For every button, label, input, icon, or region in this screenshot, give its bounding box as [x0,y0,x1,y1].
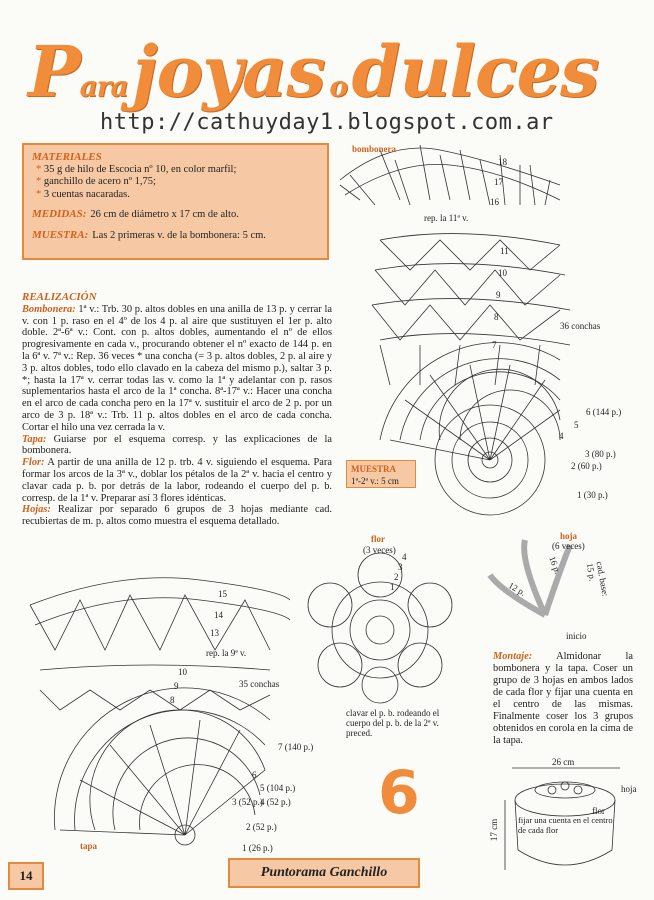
montaje-label: Montaje: [493,651,533,662]
m-note: fijar una cuenta en el centro de cada flor [518,815,613,835]
tapa-base-fan [54,688,270,845]
label-36-conchas: 36 conchas [560,321,601,331]
hojas-text: Realizar por separado 6 grupos de 3 hojas mediante cad. recubiertas de m. p. altos como muestra el esquema detallado. [22,504,332,528]
m-flor: flor [592,806,605,816]
page-number: 14 [8,862,44,890]
tapa-label: Tapa: [22,433,47,445]
label-rep-9: rep. la 9ª v. [206,648,247,658]
row-label: 6 (144 p.) [586,407,622,417]
row-label: 6 [252,770,257,780]
row-label: 2 [394,572,399,582]
medidas-label: MEDIDAS: [32,208,87,220]
page-title: Para joyas o dulces [28,30,599,113]
magazine-footer: Puntorama Ganchillo [228,858,420,888]
dim-17: 17 cm [489,818,500,842]
flor-note: clavar el p. b. rodeando el cuerpo del p. b. de la 2ª v. preced. [346,708,440,738]
leaf-label: 16 p. [547,554,563,576]
label-flor-veces: (3 veces) [363,545,396,555]
material-item: * 35 g de hilo de Escocia nº 10, en color marfil; [32,164,319,177]
row-label: 7 [492,340,497,350]
dim-26: 26 cm [552,757,575,767]
flower-diagram [308,553,452,703]
label-hoja-veces: (6 veces) [552,541,585,551]
row-label: 4 (52 p.) [260,797,291,807]
label-flor: flor [371,534,385,544]
muestra-value: Las 2 primeras v. de la bombonera: 5 cm. [92,229,266,241]
row-label: 8 [170,695,175,705]
row-label: 3 [398,562,403,572]
row-label: 10 [498,268,507,278]
row-label: 5 [574,420,579,430]
material-item: * 3 cuentas nacaradas. [32,189,319,202]
leaf-label: 12 p. [506,580,528,598]
row-label: 11 [500,246,509,256]
row-label: 4 [402,552,407,562]
row-label: 13 [210,628,219,638]
tapa-text: Guiarse por el esquema corresp. y las explicaciones de la bombonera. [22,433,332,457]
materials-heading: MATERIALES [32,151,102,163]
muestra-badge [346,460,416,488]
row-label: 2 (52 p.) [246,822,277,832]
muestra-label: MUESTRA: [32,228,89,241]
row-label: 14 [214,610,223,620]
row-label: 9 [174,681,179,691]
leaf-label: cad. base: 15 p. [584,560,611,598]
row-label: 8 [494,312,499,322]
label-hoja: hoja [560,531,578,541]
row-label: 1 (26 p.) [242,843,273,853]
bombonera-label: Bombonera: [22,303,76,315]
row-label: 1 (30 p.) [577,490,608,500]
bombonera-base-fan [380,343,560,515]
flor-text: A partir de una anilla de 12 p. trb. 4 v. siguiendo el esquema. Para formar los arcos de la 3ª v., doblar los pétalos de la 2ª v. hacia el centro y clavar cada p. b. por detrás de la labor, rodeando el cuerpo del p. b. corresp. de la 1ª v. Preparar así 3 flores idénticas. [22,457,332,504]
muestra-badge-title: MUESTRA [351,464,397,474]
row-label: 7 (140 p.) [278,742,314,752]
m-hoja: hoja [621,784,637,794]
label-bombonera: bombonera [352,144,397,154]
bombonera-shells-top [340,145,560,205]
muestra-badge-text: 1ª-2ª v.: 5 cm [351,476,399,486]
row-label: 1 [390,582,395,592]
row-label: 15 [218,589,227,599]
bombonera-text: 1ª v.: Trb. 30 p. altos dobles en una anilla de 13 p. y cerrar la v. con 1 p. raso en el 4º de los 4 p. al aire que sustituyen el 1er p. alto doble. 2ª-6ª v.: Cont. con p. altos dobles, aumentando el nº de ellos progresivamente en cada v., procurando obtener el nº exacto de 144 p. en la 6ª v. 7ª v.: Rep. 36 veces * una concha (= 3 p. altos dobles, 2 p. al aire y 3 p. altos dobles, todo ello clavado en la cabeza del mismo p.), saltar 3 p. *; hasta la 17ª v. cerrar todas las v. como la 1ª y adelantar con p. rasos suplementarios hasta el arco de la 1ª concha. 8ª-17ª v.: Hacer una concha en el arco de cada concha pero en la 17ª v. sustituir el arco de 2 p. por un arco de 3 p. 18ª v.: Trb. 11 p. altos dobles en el arco de cada concha. Cortar el hilo una vez cerrada la v. [22,303,332,433]
row-label: 9 [496,290,501,300]
pattern-number: 6 [378,758,420,828]
instructions-heading: REALIZACIÓN [22,291,97,303]
medidas-value: 26 cm de diámetro x 17 cm de alto. [90,209,239,220]
label-inicio: inicio [566,631,587,641]
material-item: * ganchillo de acero nº 1,75; [32,176,319,189]
row-label: 3 (52 p.) [232,797,263,807]
label-tapa: tapa [80,841,98,851]
montaje-text [493,651,633,747]
row-label: 16 [490,197,499,207]
blog-url: http://cathuyday1.blogspot.com.ar [100,110,554,135]
hojas-label: Hojas: [22,504,51,516]
leaf-diagram [490,540,570,615]
row-label: 5 (104 p.) [260,783,296,793]
flor-label: Flor: [22,457,45,469]
row-label: 2 (60 p.) [571,461,602,471]
label-rep-11: rep. la 11ª v. [424,213,469,223]
row-label: 17 [494,177,503,187]
row-label: 3 (80 p.) [585,449,616,459]
row-label: 10 [178,667,187,677]
montaje-body: Almidonar la bombonera y la tapa. Coser un grupo de 3 hojas en ambos lados de cada flor y fijar una cuenta en el centro de las mismas. Finalmente coser los 3 grupos obtenidos en corola en la cima de la tapa. [493,651,633,746]
label-35-conchas: 35 conchas [239,679,280,689]
row-label: 4 [559,431,564,441]
row-label: 18 [498,157,507,167]
